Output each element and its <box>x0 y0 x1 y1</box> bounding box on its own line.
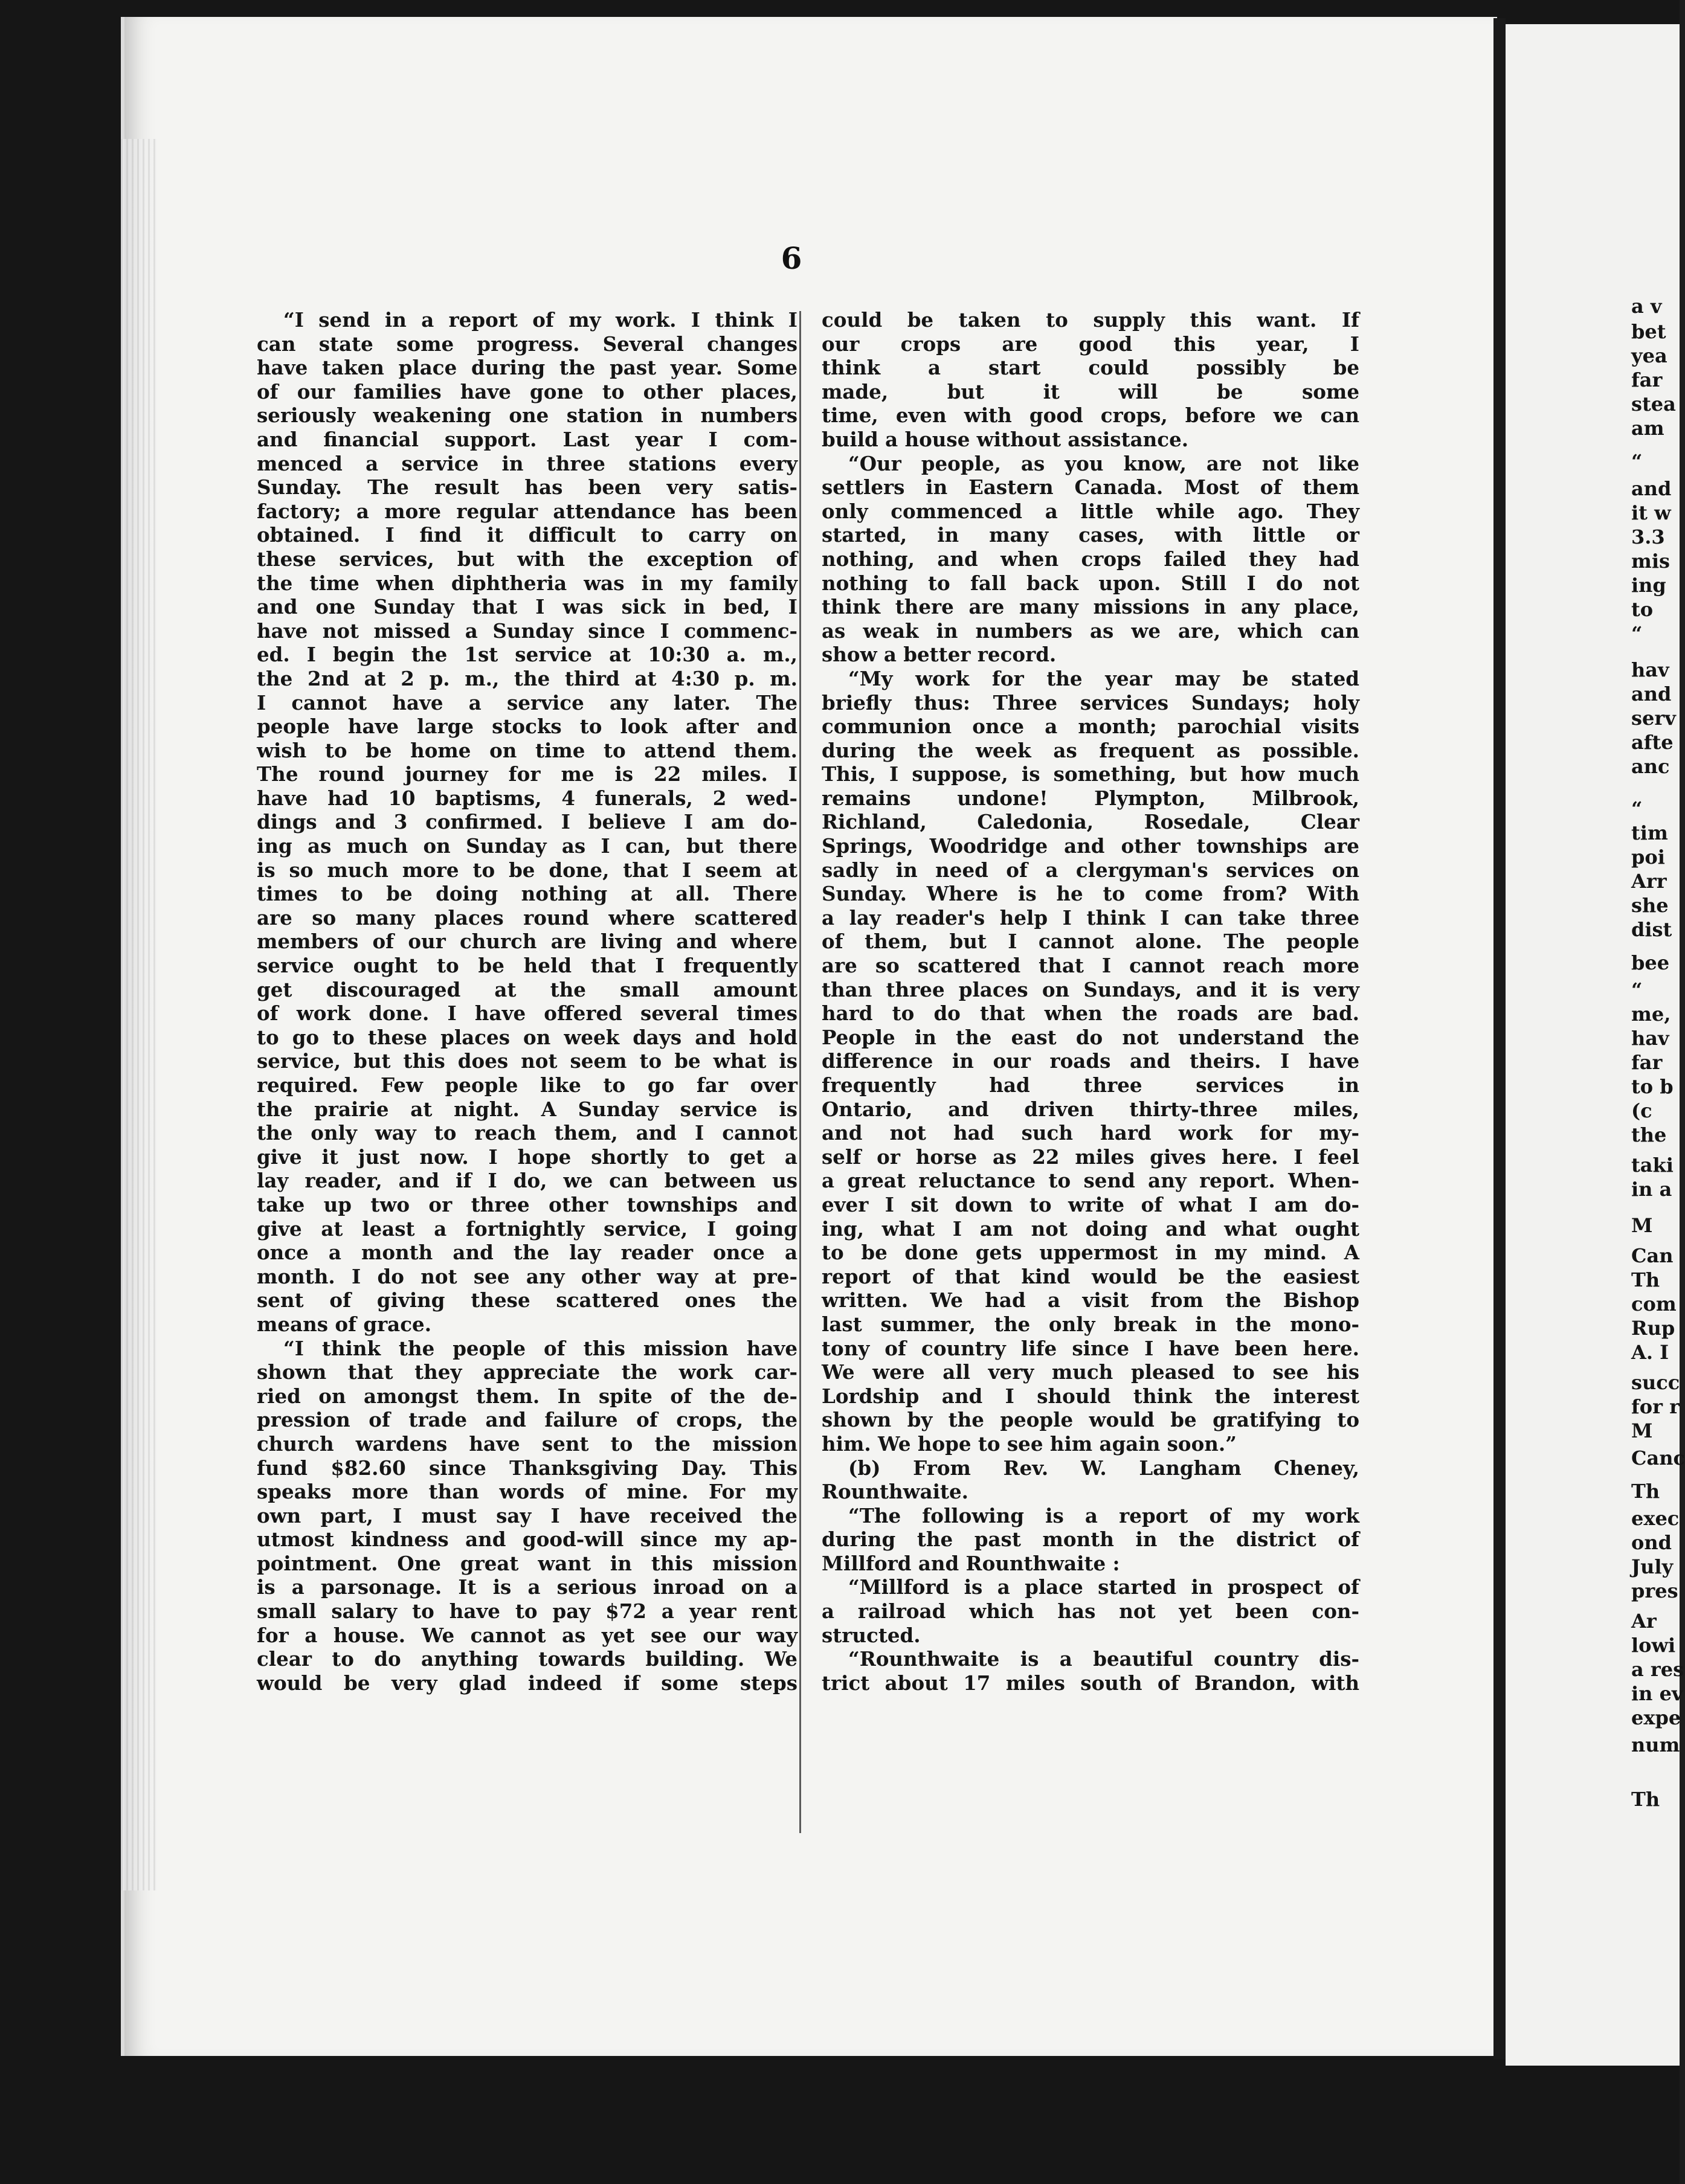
page-stack-edge <box>121 139 157 1890</box>
text-line: is so much more to be done, that I seem at <box>257 858 797 882</box>
text-line: give it just now. I hope shortly to get a <box>257 1145 797 1169</box>
text-line: for a house. We cannot as yet see our way <box>257 1623 797 1647</box>
text-line: structed. <box>822 1623 921 1647</box>
facing-page-fragment: the <box>1631 1123 1667 1146</box>
text-line: and financial support. Last year I com- <box>257 427 797 451</box>
facing-page-fragment: she <box>1631 894 1669 917</box>
text-line: of them, but I cannot alone. The people <box>822 930 1359 954</box>
text-line: and not had such hard work for my- <box>822 1121 1359 1145</box>
facing-page-fragment: “ <box>1631 978 1643 1001</box>
facing-page-fragment: bee <box>1631 951 1670 974</box>
text-line: self or horse as 22 miles gives here. I feel <box>822 1145 1359 1169</box>
text-line: “I send in a report of my work. I think I <box>283 308 797 332</box>
facing-page-fragment: stea <box>1631 393 1676 416</box>
facing-page-fragment: Th <box>1631 1788 1660 1811</box>
facing-page-fragment: 3.3 <box>1631 525 1665 548</box>
text-line: people have large stocks to look after and <box>257 715 797 739</box>
text-line: This, I suppose, is something, but how much <box>822 762 1359 786</box>
facing-page-fragment: Canc <box>1631 1447 1685 1469</box>
text-line: a great reluctance to send any report. When- <box>822 1169 1359 1193</box>
facing-page-fragment: hav <box>1631 658 1669 681</box>
text-line: him. We hope to see him again soon.” <box>822 1431 1237 1456</box>
text-line: factory; a more regular attendance has been <box>257 499 797 523</box>
text-line: than three places on Sundays, and it is very <box>822 977 1359 1001</box>
text-line: “My work for the year may be stated <box>848 666 1359 690</box>
text-line: time, even with good crops, before we can <box>822 403 1359 428</box>
facing-page-fragment: exec <box>1631 1507 1680 1530</box>
text-line: our crops are good this year, I <box>822 332 1359 356</box>
text-line: show a better record. <box>822 643 1057 667</box>
facing-page-fragment: Th <box>1631 1268 1660 1291</box>
text-line: during the past month in the district of <box>822 1527 1359 1552</box>
facing-page-fragment: far <box>1631 1051 1663 1074</box>
facing-page-fragment: pres <box>1631 1579 1678 1602</box>
facing-page-fragment: July <box>1631 1555 1674 1578</box>
text-line: of our families have gone to other places, <box>257 379 797 403</box>
facing-page-fragment: A. I <box>1631 1341 1669 1364</box>
facing-page-fragment: tim <box>1631 821 1668 844</box>
text-line: I cannot have a service any later. The <box>257 690 797 715</box>
text-line: ed. I begin the 1st service at 10:30 a. m., <box>257 643 797 667</box>
text-line: ing as much on Sunday as I can, but there <box>257 834 797 858</box>
text-line: People in the east do not understand the <box>822 1025 1359 1049</box>
column-divider <box>799 311 801 1833</box>
facing-page-fragment: expe <box>1631 1706 1681 1729</box>
text-line: to go to these places on week days and hold <box>257 1025 797 1049</box>
text-line: are so many places round where scattered <box>257 905 797 930</box>
text-line: fund $82.60 since Thanksgiving Day. This <box>257 1456 797 1480</box>
text-line: service, but this does not seem to be what is <box>257 1049 797 1073</box>
text-line: Sunday. Where is he to come from? With <box>822 882 1359 906</box>
text-line: “The following is a report of my work <box>848 1503 1359 1527</box>
text-line: sadly in need of a clergyman's services on <box>822 858 1359 882</box>
text-line: settlers in Eastern Canada. Most of them <box>822 475 1359 499</box>
text-line: think there are many missions in any place, <box>822 595 1359 619</box>
text-line: the prairie at night. A Sunday service is <box>257 1097 797 1121</box>
text-line: (b) From Rev. W. Langham Cheney, <box>848 1456 1359 1480</box>
text-line: shown by the people would be gratifying to <box>822 1408 1359 1432</box>
text-line: means of grace. <box>257 1312 432 1336</box>
page-number: 6 <box>781 240 802 276</box>
left-text-column <box>257 308 797 1695</box>
facing-page-fragment: and <box>1631 682 1672 705</box>
text-line: “Rounthwaite is a beautiful country dis- <box>848 1647 1359 1671</box>
text-line: utmost kindness and good-will since my ap- <box>257 1527 797 1552</box>
text-line: during the week as frequent as possible. <box>822 738 1359 762</box>
facing-page-fragment: far <box>1631 368 1663 391</box>
text-line: Rounthwaite. <box>822 1480 968 1504</box>
text-line: have not missed a Sunday since I commenc- <box>257 618 797 643</box>
text-line: communion once a month; parochial visits <box>822 715 1359 739</box>
text-line: menced a service in three stations every <box>257 451 797 475</box>
facing-page-fragment: “ <box>1631 450 1643 473</box>
text-line: speaks more than words of mine. For my <box>257 1480 797 1504</box>
book-gutter <box>1493 18 1506 2060</box>
text-line: is a parsonage. It is a serious inroad on a <box>257 1575 797 1599</box>
facing-page-fragment: a v <box>1631 295 1662 318</box>
text-line: dings and 3 confirmed. I believe I am do- <box>257 810 797 834</box>
text-line: Millford and Rounthwaite : <box>822 1551 1120 1575</box>
text-line: as weak in numbers as we are, which can <box>822 618 1359 643</box>
text-line: nothing, and when crops failed they had <box>822 547 1359 571</box>
facing-page-fragment: succ <box>1631 1371 1680 1394</box>
facing-page-fragment: am <box>1631 417 1664 440</box>
text-line: obtained. I find it difficult to carry on <box>257 523 797 547</box>
text-line: ever I sit down to write of what I am do- <box>822 1192 1359 1216</box>
text-line: The round journey for me is 22 miles. I <box>257 762 797 786</box>
text-line: times to be doing nothing at all. There <box>257 882 797 906</box>
text-line: “I think the people of this mission have <box>283 1336 797 1360</box>
facing-page-fragment: hav <box>1631 1027 1669 1050</box>
text-line: “Our people, as you know, are not like <box>848 451 1359 475</box>
facing-page-fragment: me, <box>1631 1003 1671 1026</box>
text-line: pression of trade and failure of crops, the <box>257 1408 797 1432</box>
text-line: wish to be home on time to attend them. <box>257 738 797 762</box>
text-line: members of our church are living and where <box>257 930 797 954</box>
text-line: required. Few people like to go far over <box>257 1073 797 1097</box>
facing-page-fragment: in ev <box>1631 1682 1683 1705</box>
text-line: only commenced a little while ago. They <box>822 499 1359 523</box>
text-line: Springs, Woodridge and other townships are <box>822 834 1359 858</box>
text-line: would be very glad indeed if some steps <box>257 1671 797 1695</box>
text-line: “Millford is a place started in prospect of <box>848 1575 1359 1599</box>
text-line: Sunday. The result has been very satis- <box>257 475 797 499</box>
text-line: once a month and the lay reader once a <box>257 1241 797 1265</box>
text-line: started, in many cases, with little or <box>822 523 1359 547</box>
facing-page-fragment: it w <box>1631 501 1671 524</box>
text-line: build a house without assistance. <box>822 427 1189 451</box>
text-line: Richland, Caledonia, Rosedale, Clear <box>822 810 1359 834</box>
text-line: these services, but with the exception of <box>257 547 797 571</box>
text-line: church wardens have sent to the mission <box>257 1431 797 1456</box>
facing-page-fragment: Rup <box>1631 1317 1675 1340</box>
text-line: service ought to be held that I frequently <box>257 954 797 978</box>
facing-page-fragment: in a <box>1631 1178 1672 1201</box>
facing-page-fragment: “ <box>1631 797 1643 820</box>
text-line: ing, what I am not doing and what ought <box>822 1216 1359 1241</box>
facing-page-fragment: for r <box>1631 1395 1680 1418</box>
text-line: own part, I must say I have received the <box>257 1503 797 1527</box>
text-line: the only way to reach them, and I cannot <box>257 1121 797 1145</box>
facing-page-fragment: ing <box>1631 574 1666 597</box>
facing-page-fragment: Ar <box>1631 1610 1657 1633</box>
text-line: Lordship and I should think the interest <box>822 1384 1359 1408</box>
text-line: last summer, the only break in the mono- <box>822 1312 1359 1336</box>
facing-page-fragment: to <box>1631 598 1654 621</box>
facing-page-fragment: (c <box>1631 1099 1652 1122</box>
text-line: the time when diphtheria was in my family <box>257 571 797 595</box>
text-line: nothing to fall back upon. Still I do not <box>822 571 1359 595</box>
facing-page-fragment: ond <box>1631 1531 1672 1554</box>
text-line: give at least a fortnightly service, I going <box>257 1216 797 1241</box>
text-line: get discouraged at the small amount <box>257 977 797 1001</box>
text-line: shown that they appreciate the work car- <box>257 1360 797 1384</box>
text-line: take up two or three other townships and <box>257 1192 797 1216</box>
text-line: could be taken to supply this want. If <box>822 308 1359 332</box>
facing-page-fragment: “ <box>1631 622 1643 645</box>
facing-page-fragment: mis <box>1631 550 1671 573</box>
facing-page-fragment: lowi <box>1631 1634 1676 1657</box>
text-line: of work done. I have offered several times <box>257 1001 797 1026</box>
text-line: have had 10 baptisms, 4 funerals, 2 wed- <box>257 786 797 810</box>
text-line: can state some progress. Several changes <box>257 332 797 356</box>
text-line: made, but it will be some <box>822 379 1359 403</box>
text-line: clear to do anything towards building. We <box>257 1647 797 1671</box>
facing-page-fragment: num <box>1631 1733 1680 1756</box>
text-line: ried on amongst them. In spite of the de- <box>257 1384 797 1408</box>
text-line: seriously weakening one station in numbers <box>257 403 797 428</box>
facing-page-fragment: and <box>1631 477 1672 500</box>
text-line: pointment. One great want in this mission <box>257 1551 797 1575</box>
text-line: trict about 17 miles south of Brandon, with <box>822 1671 1359 1695</box>
text-line: small salary to have to pay $72 a year rent <box>257 1599 797 1624</box>
text-line: have taken place during the past year. Some <box>257 356 797 380</box>
text-line: the 2nd at 2 p. m., the third at 4:30 p. m. <box>257 666 797 690</box>
facing-page-fragment: anc <box>1631 755 1670 778</box>
text-line: difference in our roads and theirs. I have <box>822 1049 1359 1073</box>
facing-page-fragment: to b <box>1631 1075 1674 1098</box>
text-line: remains undone! Plympton, Milbrook, <box>822 786 1359 810</box>
facing-page-fragment: yea <box>1631 344 1667 367</box>
facing-page-fragment: dist <box>1631 918 1672 941</box>
text-line: tony of country life since I have been here. <box>822 1336 1359 1360</box>
right-text-column <box>822 308 1359 1695</box>
text-line: report of that kind would be the easiest <box>822 1264 1359 1288</box>
text-line: frequently had three services in <box>822 1073 1359 1097</box>
facing-page-fragment: Arr <box>1631 870 1667 893</box>
facing-page-fragment: afte <box>1631 731 1674 754</box>
text-line: and one Sunday that I was sick in bed, I <box>257 595 797 619</box>
text-line: a railroad which has not yet been con- <box>822 1599 1359 1624</box>
text-line: briefly thus: Three services Sundays; holy <box>822 690 1359 715</box>
text-line: We were all very much pleased to see his <box>822 1360 1359 1384</box>
text-line: a lay reader's help I think I can take three <box>822 905 1359 930</box>
text-line: written. We had a visit from the Bishop <box>822 1288 1359 1312</box>
text-line: sent of giving these scattered ones the <box>257 1288 797 1312</box>
facing-page-fragment: Th <box>1631 1480 1660 1503</box>
facing-page-fragment: taki <box>1631 1154 1674 1177</box>
text-line: hard to do that when the roads are bad. <box>822 1001 1359 1026</box>
text-line: month. I do not see any other way at pre- <box>257 1264 797 1288</box>
facing-page-fragment: serv <box>1631 707 1676 730</box>
facing-page-fragment: M <box>1631 1419 1653 1442</box>
facing-page-fragment: M <box>1631 1214 1653 1237</box>
text-line: lay reader, and if I do, we can between us <box>257 1169 797 1193</box>
text-line: to be done gets uppermost in my mind. A <box>822 1241 1359 1265</box>
text-line: are so scattered that I cannot reach more <box>822 954 1359 978</box>
facing-page-fragment: com <box>1631 1293 1677 1315</box>
facing-page-fragment: Can <box>1631 1244 1674 1267</box>
text-line: think a start could possibly be <box>822 356 1359 380</box>
facing-page-fragment: poi <box>1631 846 1665 869</box>
text-line: Ontario, and driven thirty-three miles, <box>822 1097 1359 1121</box>
facing-page-fragment: bet <box>1631 320 1666 343</box>
facing-page-fragment: a res <box>1631 1658 1684 1681</box>
